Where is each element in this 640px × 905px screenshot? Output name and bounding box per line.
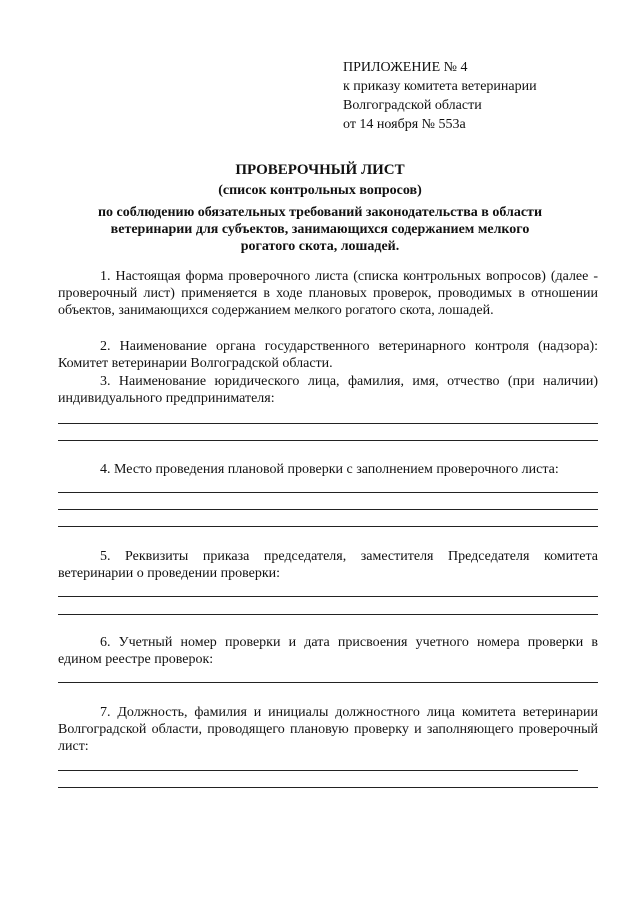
- item-7: [58, 704, 598, 755]
- item-4-text: 4. Место проведения плановой проверки с заполнением проверочного листа:: [100, 462, 559, 477]
- item-7-text: 7. Должность, фамилия и инициалы должностного лица комитета ветеринарии Волгоградской области, проводящего плановую проверку и заполняющего проверочный лист:: [58, 705, 598, 754]
- item-1-text: 1. Настоящая форма проверочного листа (списка контрольных вопросов) (далее - проверочный лист) применяется в ходе плановых проверок, проводимых в отношении объектов, занимающихся содержанием мелкого рогатого скота, лошадей.: [58, 269, 598, 318]
- item-6-text: 6. Учетный номер проверки и дата присвоения учетного номера проверки в едином реестре проверок:: [58, 635, 598, 667]
- title-desc-1: по соблюдению обязательных требований законодательства в области: [97, 205, 543, 220]
- fill-line-7b[interactable]: [58, 787, 598, 788]
- fill-line-4c[interactable]: [58, 526, 598, 527]
- annex-date: от 14 ноября № 553а: [343, 117, 466, 132]
- annex-number: ПРИЛОЖЕНИЕ № 4: [343, 60, 468, 75]
- annex-order-ref: к приказу комитета ветеринарии: [343, 79, 537, 94]
- item-5-text: 5. Реквизиты приказа председателя, заместителя Председателя комитета ветеринарии о проведении проверки:: [58, 549, 598, 581]
- fill-line-5b[interactable]: [58, 614, 598, 615]
- title-sub: (список контрольных вопросов): [218, 183, 422, 198]
- item-2: [58, 338, 598, 372]
- fill-line-6a[interactable]: [58, 682, 598, 683]
- item-1: [58, 268, 598, 319]
- item-5: [58, 548, 598, 582]
- title-desc-3: рогатого скота, лошадей.: [240, 239, 400, 254]
- item-3-text: 3. Наименование юридического лица, фамилия, имя, отчество (при наличии) индивидуального предпринимателя:: [58, 374, 598, 406]
- item-4: [58, 461, 598, 478]
- fill-line-5a[interactable]: [58, 596, 598, 597]
- item-2-text: 2. Наименование органа государственного ветеринарного контроля (надзора): Комитет ветеринарии Волгоградской области.: [58, 339, 598, 371]
- item-6: [58, 634, 598, 668]
- item-3: [58, 373, 598, 407]
- fill-line-7a[interactable]: [58, 770, 578, 771]
- document-title: [0, 162, 640, 255]
- fill-line-4a[interactable]: [58, 492, 598, 493]
- annex-header: [343, 58, 537, 134]
- title-desc-2: ветеринарии для субъектов, занимающихся содержанием мелкого: [110, 222, 530, 237]
- fill-line-3b[interactable]: [58, 440, 598, 441]
- annex-region: Волгоградской области: [343, 98, 482, 113]
- fill-line-4b[interactable]: [58, 509, 598, 510]
- fill-line-3a[interactable]: [58, 423, 598, 424]
- title-main: ПРОВЕРОЧНЫЙ ЛИСТ: [235, 162, 405, 178]
